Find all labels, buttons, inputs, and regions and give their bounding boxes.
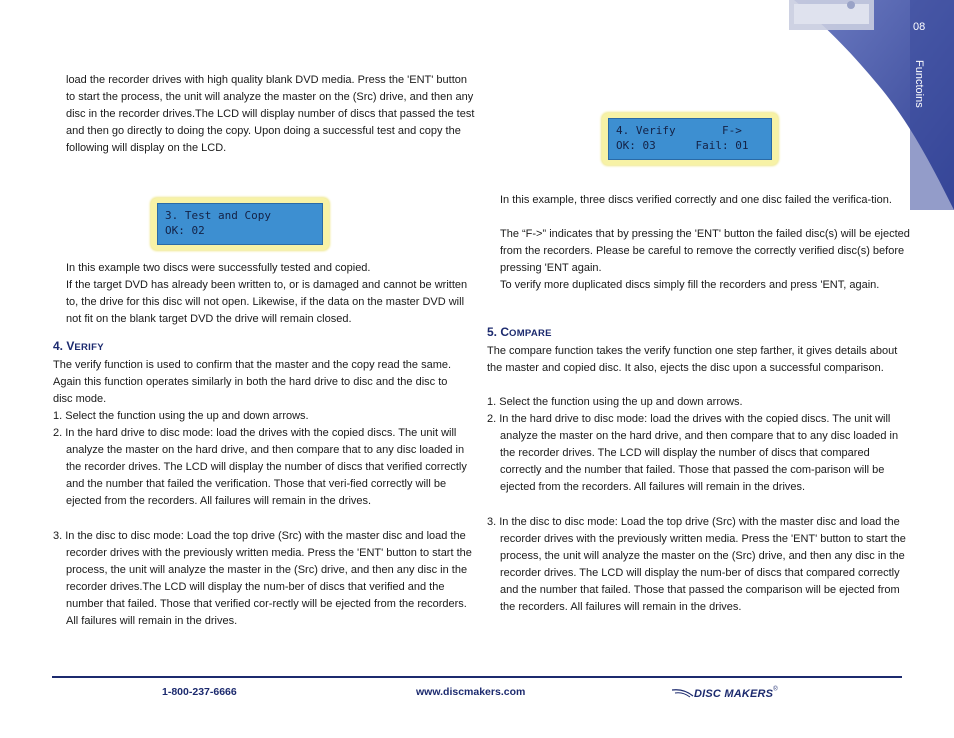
lcd-line: OK: 03 Fail: 01 [616,139,749,152]
heading-initial: C [500,325,510,339]
heading-number: 5. [487,325,501,339]
logo-swoosh-icon [672,688,694,698]
lcd-screen [157,203,323,245]
lcd-line: OK: 02 [165,224,205,237]
lcd-display-verify [602,113,778,165]
footer-divider [52,676,902,678]
footer-website[interactable]: www.discmakers.com [416,686,526,698]
example-paragraph: In this example two discs were successfully tested and copied. [66,262,371,274]
verify-description: The verify function is used to confirm that the master and the copy read the same. Again this function operates similarly in both the hard drive to disc and the disc to disc mode. [53,359,452,405]
verify-step: 3. In the disc to disc mode: Load the top drive (Src) with the master disc and load the recorder drives with the previously written media. Press the 'ENT' button to start the process, the unit will analyze the master in the (Src) drive, and then any disc in the recorder drives.The LCD will display the num-ber of discs that verified and the number that failed. Those that verified cor-rectly will be ejected from the recorders. All failures will remain in the drives. [53,530,472,627]
verify-example-paragraph: In this example, three discs verified correctly and one disc failed the verifica-tion. [500,194,892,206]
compare-step: 1. Select the function using the up and down arrows. [487,396,743,408]
compare-step: 3. In the disc to disc mode: Load the top drive (Src) with the master disc and load the recorder drives with the previously written media. Press the 'ENT' button to start the process, the unit will analyze the master on the (Src) drive, and then any disc in the recorder drives. The LCD will display the num-ber of discs that compared correctly and the number that failed. Those that passed the comparison will be ejected from the recorders. All failures will remain in the drives. [487,516,906,613]
verify-example-paragraph: The “F->” indicates that by pressing the 'ENT' button the failed disc(s) will be ejected from the recorders. Please be careful to remove the correctly verified disc(s) before pressing 'ENT again. [500,228,910,274]
heading-rest: ERIFY [74,342,104,353]
logo-registered-mark: ® [773,686,778,693]
intro-paragraph: load the recorder drives with high quality blank DVD media. Press the 'ENT' button to start the process, the unit will analyze the master on the (Src) drive, and then any disc in the recorder drives.The LCD will display number of discs that passed the test and then go directly to doing the copy. Upon doing a successful test and copy the following will display on the LCD. [66,74,475,154]
heading-rest: OMPARE [509,328,552,339]
verify-heading [53,339,104,353]
compare-description: The compare function takes the verify function one step farther, it gives details about the master and copied disc. It also, ejects the disc upon a successful comparison. [487,345,898,374]
page-number: 08 [913,21,926,33]
footer-phone: 1-800-237-6666 [162,686,237,698]
lcd-line: 4. Verify F-> [616,124,742,137]
lcd-screen [608,118,772,160]
compare-step: 2. In the hard drive to disc mode: load the drives with the copied discs. The unit will analyze the master on the hard drive, and then compare that to any disc loaded in the recorder drives. The LCD will display the number of discs that compared correctly and the number that failed. Those that passed the com-parison will be ejected from the recorders. All failures will remain in the drives. [487,413,899,493]
heading-number: 4. [53,339,67,353]
compare-heading [487,325,552,339]
verify-example-paragraph: To verify more duplicated discs simply fill the recorders and press 'ENT, again. [500,279,880,291]
disc-makers-logo [672,684,778,702]
logo-text: DISC MAKERS [694,688,774,700]
example-paragraph: If the target DVD has already been written to, or is damaged and cannot be written to, the drive for this disc will not open. Likewise, if the data on the master DVD will not fit on the blank target DVD the drive will remain closed. [66,279,468,325]
heading-initial: V [66,339,75,353]
lcd-line: 3. Test and Copy [165,209,271,222]
verify-step: 1. Select the function using the up and down arrows. [53,410,309,422]
verify-step: 2. In the hard drive to disc mode: load the drives with the copied discs. The unit will analyze the master on the hard drive, and then compare that to any disc loaded in the recorder drives. The LCD will display the number of discs that verified correctly and the number that failed the verification. Those that veri-fied correctly will be ejected from the recorders. All failures will remain in the drives. [53,427,467,507]
section-label: Functoins [913,60,925,108]
lcd-display-test-copy [151,198,329,250]
